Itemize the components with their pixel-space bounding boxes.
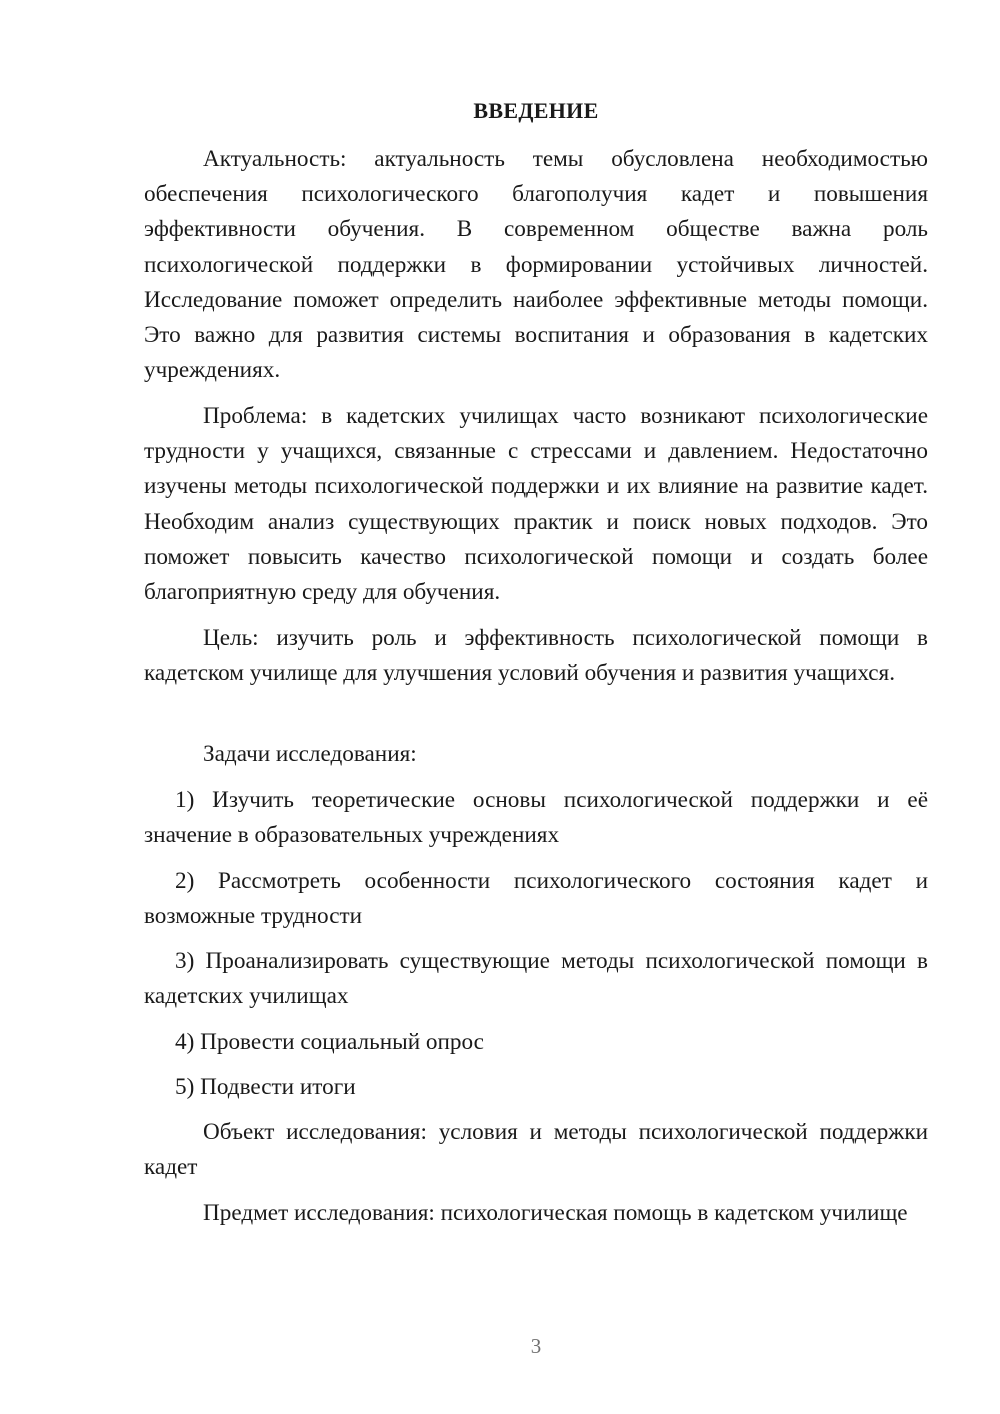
page-title: ВВЕДЕНИЕ <box>473 98 599 123</box>
task-item-4: 4) Провести социальный опрос <box>175 1029 484 1055</box>
tasks-heading: Задачи исследования: <box>203 741 417 767</box>
task-item-2: 2) Рассмотреть особенности психологического состояния кадет и возможные трудности <box>144 868 928 930</box>
object-paragraph: Объект исследования: условия и методы психологической поддержки кадет <box>144 1119 928 1181</box>
task-item-3: 3) Проанализировать существующие методы психологической помощи в кадетских училищах <box>144 948 928 1010</box>
subject-paragraph: Предмет исследования: психологическая помощь в кадетском училище <box>203 1200 908 1226</box>
task-item-1: 1) Изучить теоретические основы психологической поддержки и её значение в образовательных учреждениях <box>144 787 928 849</box>
problem-paragraph: Проблема: в кадетских училищах часто возникают психологические трудности у учащихся, связанные с стрессами и давлением. Недостаточно изучены методы психологической поддержки и их влияние на развитие кадет. Необходим анализ существующих практик и поиск новых подходов. Это поможет повысить качество психологической помощи и создать более благоприятную среду для обучения. <box>144 403 928 606</box>
relevance-paragraph: Актуальность: актуальность темы обусловлена необходимостью обеспечения психологического благополучия кадет и повышения эффективности обучения. В современном обществе важна роль психологической поддержки в формировании устойчивых личностей. Исследование поможет определить наиболее эффективные методы помощи. Это важно для развития системы воспитания и образования в кадетских учреждениях. <box>144 146 928 384</box>
goal-paragraph: Цель: изучить роль и эффективность психологической помощи в кадетском училище для улучшения условий обучения и развития учащихся. <box>144 625 928 687</box>
page-number: 3 <box>530 1334 542 1358</box>
task-item-5: 5) Подвести итоги <box>175 1074 356 1100</box>
